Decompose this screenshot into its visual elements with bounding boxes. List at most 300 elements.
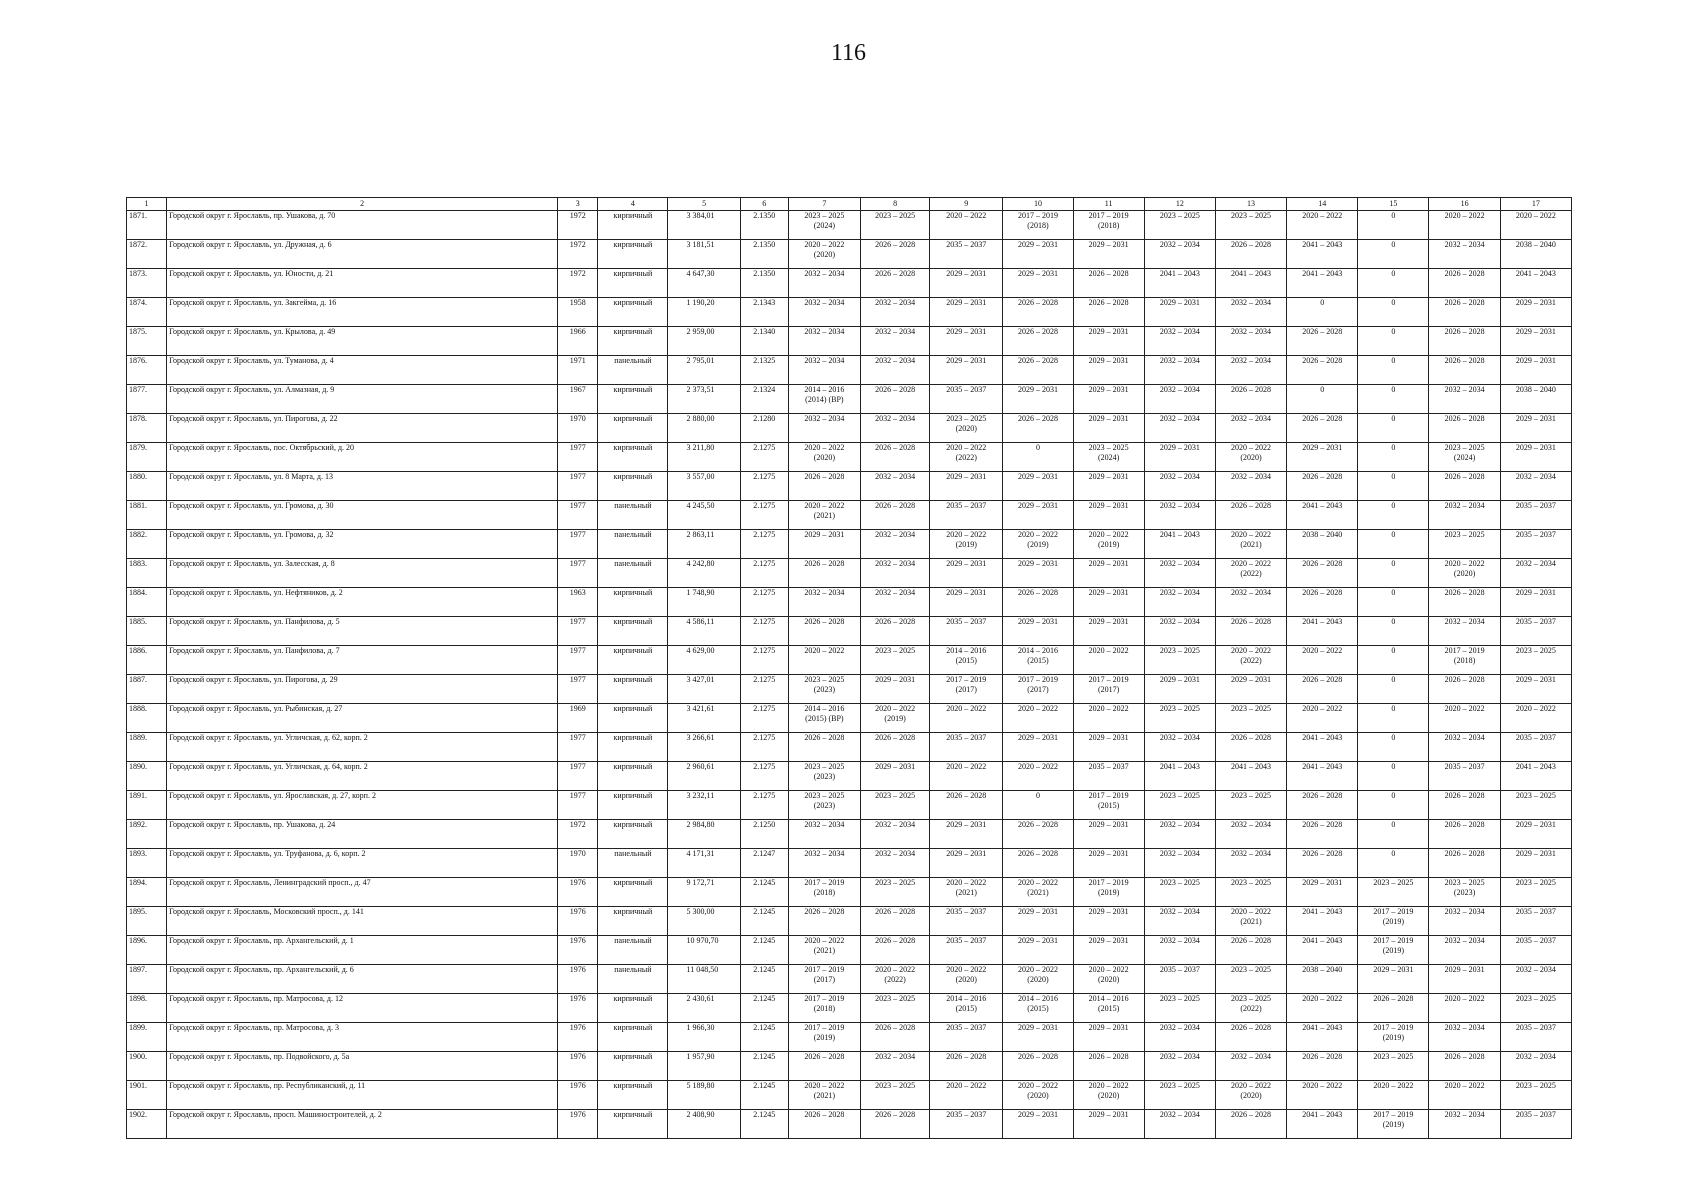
table-cell-col-14: 2026 – 2028 — [1287, 675, 1358, 704]
table-cell-col-3: 1977 — [558, 443, 598, 472]
table-row — [127, 356, 1572, 385]
table-cell-col-14: 2026 – 2028 — [1287, 1052, 1358, 1081]
housing-repair-schedule-table — [126, 197, 1572, 1139]
table-cell-col-9: 2029 – 2031 — [930, 559, 1003, 588]
table-cell-col-13: 2032 – 2034 — [1215, 849, 1286, 878]
table-cell-col-11: 2029 – 2031 — [1073, 936, 1144, 965]
table-cell-col-7: 2020 – 2022 (2021) — [788, 501, 860, 530]
table-row — [127, 646, 1572, 675]
column-header-3: 3 — [558, 198, 598, 211]
table-cell-col-7: 2026 – 2028 — [788, 617, 860, 646]
table-cell-col-9: 2020 – 2022 — [930, 1081, 1003, 1110]
table-cell-col-13: 2020 – 2022 (2021) — [1215, 907, 1286, 936]
table-cell-col-2: Городской округ г. Ярославль, пос. Октябрьский, д. 20 — [167, 443, 558, 472]
table-row — [127, 530, 1572, 559]
table-cell-col-10: 2029 – 2031 — [1003, 907, 1073, 936]
table-cell-col-14: 2029 – 2031 — [1287, 878, 1358, 907]
column-header-16: 16 — [1429, 198, 1500, 211]
table-cell-col-7: 2032 – 2034 — [788, 298, 860, 327]
table-cell-col-7: 2026 – 2028 — [788, 1110, 860, 1139]
table-cell-col-14: 2041 – 2043 — [1287, 1023, 1358, 1052]
table-cell-col-3: 1976 — [558, 994, 598, 1023]
table-cell-col-4: кирпичный — [598, 994, 668, 1023]
table-cell-col-10: 2026 – 2028 — [1003, 849, 1073, 878]
table-cell-col-4: кирпичный — [598, 211, 668, 240]
table-cell-col-1: 1876. — [127, 356, 167, 385]
table-cell-col-10: 2029 – 2031 — [1003, 733, 1073, 762]
table-row — [127, 269, 1572, 298]
table-cell-col-4: кирпичный — [598, 907, 668, 936]
table-cell-col-14: 2026 – 2028 — [1287, 588, 1358, 617]
table-cell-col-6: 2.1275 — [740, 762, 788, 791]
table-cell-col-15: 0 — [1358, 211, 1429, 240]
table-cell-col-4: панельный — [598, 501, 668, 530]
table-cell-col-5: 9 172,71 — [668, 878, 740, 907]
table-cell-col-12: 2023 – 2025 — [1144, 878, 1215, 907]
table-cell-col-12: 2032 – 2034 — [1144, 1023, 1215, 1052]
table-cell-col-5: 2 430,61 — [668, 994, 740, 1023]
table-cell-col-17: 2023 – 2025 — [1500, 791, 1571, 820]
column-header-8: 8 — [860, 198, 929, 211]
table-cell-col-7: 2026 – 2028 — [788, 733, 860, 762]
table-cell-col-1: 1882. — [127, 530, 167, 559]
table-cell-col-9: 2014 – 2016 (2015) — [930, 994, 1003, 1023]
table-cell-col-9: 2029 – 2031 — [930, 472, 1003, 501]
table-cell-col-14: 2026 – 2028 — [1287, 559, 1358, 588]
table-cell-col-9: 2026 – 2028 — [930, 1052, 1003, 1081]
table-cell-col-2: Городской округ г. Ярославль, ул. Угличская, д. 62, корп. 2 — [167, 733, 558, 762]
table-cell-col-3: 1972 — [558, 269, 598, 298]
table-cell-col-3: 1966 — [558, 327, 598, 356]
table-cell-col-8: 2026 – 2028 — [860, 733, 929, 762]
table-cell-col-5: 5 189,80 — [668, 1081, 740, 1110]
table-cell-col-15: 0 — [1358, 704, 1429, 733]
table-cell-col-12: 2032 – 2034 — [1144, 617, 1215, 646]
table-cell-col-5: 2 880,00 — [668, 414, 740, 443]
table-cell-col-14: 2041 – 2043 — [1287, 617, 1358, 646]
table-cell-col-6: 2.1325 — [740, 356, 788, 385]
table-cell-col-12: 2023 – 2025 — [1144, 646, 1215, 675]
table-cell-col-11: 2020 – 2022 (2020) — [1073, 1081, 1144, 1110]
table-cell-col-9: 2029 – 2031 — [930, 849, 1003, 878]
table-cell-col-5: 3 181,51 — [668, 240, 740, 269]
table-cell-col-10: 2029 – 2031 — [1003, 269, 1073, 298]
table-cell-col-9: 2029 – 2031 — [930, 298, 1003, 327]
table-row — [127, 414, 1572, 443]
table-cell-col-13: 2032 – 2034 — [1215, 1052, 1286, 1081]
table-cell-col-6: 2.1275 — [740, 530, 788, 559]
table-cell-col-1: 1871. — [127, 211, 167, 240]
table-cell-col-11: 2026 – 2028 — [1073, 269, 1144, 298]
table-cell-col-6: 2.1275 — [740, 675, 788, 704]
table-cell-col-7: 2017 – 2019 (2017) — [788, 965, 860, 994]
table-cell-col-15: 0 — [1358, 240, 1429, 269]
table-cell-col-11: 2029 – 2031 — [1073, 472, 1144, 501]
table-cell-col-9: 2020 – 2022 (2022) — [930, 443, 1003, 472]
table-cell-col-2: Городской округ г. Ярославль, ул. Громова, д. 32 — [167, 530, 558, 559]
table-cell-col-1: 1896. — [127, 936, 167, 965]
table-cell-col-11: 2029 – 2031 — [1073, 385, 1144, 414]
table-cell-col-1: 1879. — [127, 443, 167, 472]
table-cell-col-17: 2029 – 2031 — [1500, 820, 1571, 849]
table-cell-col-6: 2.1340 — [740, 327, 788, 356]
table-cell-col-4: панельный — [598, 849, 668, 878]
table-cell-col-11: 2020 – 2022 (2019) — [1073, 530, 1144, 559]
table-cell-col-12: 2032 – 2034 — [1144, 1052, 1215, 1081]
table-cell-col-13: 2032 – 2034 — [1215, 472, 1286, 501]
table-cell-col-17: 2035 – 2037 — [1500, 733, 1571, 762]
table-cell-col-2: Городской округ г. Ярославль, ул. Труфанова, д. 6, корп. 2 — [167, 849, 558, 878]
table-row — [127, 211, 1572, 240]
table-cell-col-16: 2032 – 2034 — [1429, 240, 1500, 269]
table-cell-col-4: кирпичный — [598, 269, 668, 298]
table-cell-col-11: 2029 – 2031 — [1073, 907, 1144, 936]
table-cell-col-8: 2032 – 2034 — [860, 298, 929, 327]
table-cell-col-5: 2 984,80 — [668, 820, 740, 849]
table-cell-col-6: 2.1350 — [740, 269, 788, 298]
table-cell-col-5: 1 748,90 — [668, 588, 740, 617]
table-cell-col-13: 2026 – 2028 — [1215, 1110, 1286, 1139]
table-cell-col-16: 2032 – 2034 — [1429, 385, 1500, 414]
table-cell-col-13: 2020 – 2022 (2022) — [1215, 559, 1286, 588]
table-cell-col-16: 2026 – 2028 — [1429, 298, 1500, 327]
table-cell-col-13: 2023 – 2025 — [1215, 965, 1286, 994]
table-cell-col-1: 1884. — [127, 588, 167, 617]
table-cell-col-17: 2029 – 2031 — [1500, 327, 1571, 356]
table-cell-col-1: 1899. — [127, 1023, 167, 1052]
table-cell-col-8: 2029 – 2031 — [860, 675, 929, 704]
table-cell-col-5: 3 557,00 — [668, 472, 740, 501]
table-cell-col-5: 4 171,31 — [668, 849, 740, 878]
table-cell-col-15: 2017 – 2019 (2019) — [1358, 1110, 1429, 1139]
table-cell-col-12: 2032 – 2034 — [1144, 936, 1215, 965]
table-cell-col-10: 2026 – 2028 — [1003, 356, 1073, 385]
table-cell-col-2: Городской округ г. Ярославль, ул. 8 Марта, д. 13 — [167, 472, 558, 501]
table-cell-col-7: 2023 – 2025 (2023) — [788, 791, 860, 820]
table-cell-col-11: 2029 – 2031 — [1073, 501, 1144, 530]
table-cell-col-4: кирпичный — [598, 704, 668, 733]
table-cell-col-8: 2023 – 2025 — [860, 1081, 929, 1110]
table-cell-col-9: 2020 – 2022 — [930, 762, 1003, 791]
table-cell-col-12: 2032 – 2034 — [1144, 356, 1215, 385]
table-cell-col-12: 2032 – 2034 — [1144, 1110, 1215, 1139]
table-cell-col-14: 2026 – 2028 — [1287, 356, 1358, 385]
table-cell-col-1: 1872. — [127, 240, 167, 269]
table-row — [127, 675, 1572, 704]
table-cell-col-11: 2029 – 2031 — [1073, 559, 1144, 588]
table-cell-col-2: Городской округ г. Ярославль, пр. Матросова, д. 3 — [167, 1023, 558, 1052]
table-cell-col-6: 2.1245 — [740, 1052, 788, 1081]
table-cell-col-2: Городской округ г. Ярославль, ул. Громова, д. 30 — [167, 501, 558, 530]
table-cell-col-13: 2020 – 2022 (2020) — [1215, 1081, 1286, 1110]
table-cell-col-7: 2020 – 2022 (2020) — [788, 240, 860, 269]
table-cell-col-11: 2029 – 2031 — [1073, 820, 1144, 849]
table-cell-col-8: 2026 – 2028 — [860, 443, 929, 472]
table-cell-col-7: 2029 – 2031 — [788, 530, 860, 559]
table-cell-col-14: 2041 – 2043 — [1287, 762, 1358, 791]
table-cell-col-1: 1875. — [127, 327, 167, 356]
table-cell-col-3: 1977 — [558, 559, 598, 588]
table-cell-col-13: 2032 – 2034 — [1215, 356, 1286, 385]
table-cell-col-1: 1891. — [127, 791, 167, 820]
table-cell-col-9: 2035 – 2037 — [930, 936, 1003, 965]
table-cell-col-8: 2023 – 2025 — [860, 994, 929, 1023]
table-cell-col-1: 1897. — [127, 965, 167, 994]
table-cell-col-7: 2020 – 2022 (2021) — [788, 1081, 860, 1110]
table-cell-col-11: 2029 – 2031 — [1073, 849, 1144, 878]
table-cell-col-17: 2035 – 2037 — [1500, 501, 1571, 530]
table-cell-col-11: 2026 – 2028 — [1073, 298, 1144, 327]
table-cell-col-16: 2026 – 2028 — [1429, 414, 1500, 443]
table-cell-col-13: 2041 – 2043 — [1215, 269, 1286, 298]
table-cell-col-8: 2020 – 2022 (2022) — [860, 965, 929, 994]
table-cell-col-6: 2.1275 — [740, 791, 788, 820]
table-cell-col-8: 2032 – 2034 — [860, 472, 929, 501]
table-cell-col-5: 3 427,01 — [668, 675, 740, 704]
table-cell-col-8: 2032 – 2034 — [860, 588, 929, 617]
table-cell-col-5: 4 647,30 — [668, 269, 740, 298]
table-cell-col-1: 1883. — [127, 559, 167, 588]
table-cell-col-7: 2020 – 2022 — [788, 646, 860, 675]
table-cell-col-3: 1977 — [558, 791, 598, 820]
table-cell-col-15: 0 — [1358, 849, 1429, 878]
table-cell-col-3: 1976 — [558, 907, 598, 936]
column-header-11: 11 — [1073, 198, 1144, 211]
table-cell-col-17: 2023 – 2025 — [1500, 994, 1571, 1023]
table-cell-col-12: 2023 – 2025 — [1144, 791, 1215, 820]
table-cell-col-2: Городской округ г. Ярославль, Ленинградский просп., д. 47 — [167, 878, 558, 907]
table-row — [127, 704, 1572, 733]
table-cell-col-4: кирпичный — [598, 820, 668, 849]
table-cell-col-14: 2026 – 2028 — [1287, 472, 1358, 501]
table-row — [127, 936, 1572, 965]
table-row — [127, 1023, 1572, 1052]
table-cell-col-6: 2.1245 — [740, 1110, 788, 1139]
table-cell-col-5: 3 266,61 — [668, 733, 740, 762]
table-cell-col-6: 2.1275 — [740, 646, 788, 675]
table-cell-col-8: 2020 – 2022 (2019) — [860, 704, 929, 733]
table-cell-col-14: 2020 – 2022 — [1287, 211, 1358, 240]
table-cell-col-7: 2023 – 2025 (2023) — [788, 675, 860, 704]
table-cell-col-13: 2026 – 2028 — [1215, 240, 1286, 269]
table-cell-col-14: 2038 – 2040 — [1287, 965, 1358, 994]
table-cell-col-8: 2023 – 2025 — [860, 791, 929, 820]
table-cell-col-5: 2 795,01 — [668, 356, 740, 385]
table-cell-col-17: 2035 – 2037 — [1500, 1110, 1571, 1139]
table-cell-col-10: 2026 – 2028 — [1003, 588, 1073, 617]
table-cell-col-15: 0 — [1358, 762, 1429, 791]
table-cell-col-11: 2020 – 2022 — [1073, 646, 1144, 675]
table-cell-col-1: 1893. — [127, 849, 167, 878]
table-cell-col-4: кирпичный — [598, 791, 668, 820]
table-cell-col-10: 0 — [1003, 443, 1073, 472]
table-cell-col-10: 2026 – 2028 — [1003, 327, 1073, 356]
table-cell-col-16: 2023 – 2025 (2023) — [1429, 878, 1500, 907]
table-cell-col-2: Городской округ г. Ярославль, ул. Панфилова, д. 7 — [167, 646, 558, 675]
table-cell-col-2: Городской округ г. Ярославль, ул. Нефтяников, д. 2 — [167, 588, 558, 617]
table-cell-col-17: 2029 – 2031 — [1500, 298, 1571, 327]
table-cell-col-13: 2032 – 2034 — [1215, 298, 1286, 327]
table-cell-col-2: Городской округ г. Ярославль, ул. Пирогова, д. 29 — [167, 675, 558, 704]
table-cell-col-2: Городской округ г. Ярославль, пр. Архангельский, д. 1 — [167, 936, 558, 965]
table-row — [127, 472, 1572, 501]
table-cell-col-11: 2029 – 2031 — [1073, 733, 1144, 762]
table-cell-col-5: 2 373,51 — [668, 385, 740, 414]
table-cell-col-12: 2029 – 2031 — [1144, 298, 1215, 327]
table-cell-col-1: 1878. — [127, 414, 167, 443]
table-row — [127, 762, 1572, 791]
table-cell-col-5: 2 863,11 — [668, 530, 740, 559]
table-cell-col-11: 2017 – 2019 (2015) — [1073, 791, 1144, 820]
table-cell-col-12: 2032 – 2034 — [1144, 733, 1215, 762]
table-cell-col-6: 2.1350 — [740, 240, 788, 269]
table-cell-col-6: 2.1280 — [740, 414, 788, 443]
table-cell-col-11: 2029 – 2031 — [1073, 356, 1144, 385]
table-cell-col-16: 2020 – 2022 — [1429, 704, 1500, 733]
table-cell-col-4: кирпичный — [598, 443, 668, 472]
table-cell-col-7: 2032 – 2034 — [788, 820, 860, 849]
table-cell-col-17: 2029 – 2031 — [1500, 414, 1571, 443]
table-cell-col-2: Городской округ г. Ярославль, пр. Архангельский, д. 6 — [167, 965, 558, 994]
table-cell-col-14: 2029 – 2031 — [1287, 443, 1358, 472]
table-cell-col-13: 2026 – 2028 — [1215, 501, 1286, 530]
table-cell-col-2: Городской округ г. Ярославль, Московский просп., д. 141 — [167, 907, 558, 936]
table-cell-col-10: 2029 – 2031 — [1003, 501, 1073, 530]
table-cell-col-10: 2020 – 2022 (2019) — [1003, 530, 1073, 559]
table-cell-col-16: 2023 – 2025 (2024) — [1429, 443, 1500, 472]
table-cell-col-13: 2026 – 2028 — [1215, 733, 1286, 762]
table-cell-col-7: 2026 – 2028 — [788, 907, 860, 936]
table-cell-col-15: 2029 – 2031 — [1358, 965, 1429, 994]
table-cell-col-14: 2041 – 2043 — [1287, 269, 1358, 298]
table-cell-col-10: 2017 – 2019 (2017) — [1003, 675, 1073, 704]
table-row — [127, 559, 1572, 588]
table-cell-col-9: 2017 – 2019 (2017) — [930, 675, 1003, 704]
table-cell-col-9: 2035 – 2037 — [930, 385, 1003, 414]
table-cell-col-7: 2032 – 2034 — [788, 269, 860, 298]
table-cell-col-6: 2.1324 — [740, 385, 788, 414]
table-cell-col-3: 1977 — [558, 530, 598, 559]
table-cell-col-2: Городской округ г. Ярославль, пр. Подвойского, д. 5а — [167, 1052, 558, 1081]
table-cell-col-4: кирпичный — [598, 646, 668, 675]
table-cell-col-12: 2035 – 2037 — [1144, 965, 1215, 994]
table-cell-col-17: 2041 – 2043 — [1500, 269, 1571, 298]
table-cell-col-5: 4 586,11 — [668, 617, 740, 646]
table-cell-col-12: 2032 – 2034 — [1144, 240, 1215, 269]
table-cell-col-3: 1972 — [558, 820, 598, 849]
table-row — [127, 907, 1572, 936]
table-row — [127, 878, 1572, 907]
table-cell-col-3: 1970 — [558, 849, 598, 878]
table-cell-col-4: кирпичный — [598, 472, 668, 501]
table-cell-col-16: 2026 – 2028 — [1429, 588, 1500, 617]
table-cell-col-1: 1885. — [127, 617, 167, 646]
table-cell-col-2: Городской округ г. Ярославль, ул. Закгейма, д. 16 — [167, 298, 558, 327]
table-cell-col-1: 1887. — [127, 675, 167, 704]
table-row — [127, 588, 1572, 617]
table-cell-col-3: 1976 — [558, 1081, 598, 1110]
table-cell-col-9: 2035 – 2037 — [930, 907, 1003, 936]
table-cell-col-6: 2.1275 — [740, 617, 788, 646]
table-cell-col-13: 2026 – 2028 — [1215, 1023, 1286, 1052]
table-cell-col-4: кирпичный — [598, 240, 668, 269]
table-cell-col-3: 1976 — [558, 878, 598, 907]
table-cell-col-1: 1901. — [127, 1081, 167, 1110]
table-cell-col-12: 2023 – 2025 — [1144, 211, 1215, 240]
table-cell-col-3: 1967 — [558, 385, 598, 414]
table-cell-col-8: 2026 – 2028 — [860, 501, 929, 530]
table-cell-col-7: 2023 – 2025 (2024) — [788, 211, 860, 240]
table-cell-col-15: 0 — [1358, 675, 1429, 704]
table-cell-col-6: 2.1245 — [740, 936, 788, 965]
table-cell-col-13: 2023 – 2025 (2022) — [1215, 994, 1286, 1023]
table-cell-col-10: 2026 – 2028 — [1003, 298, 1073, 327]
table-cell-col-5: 2 959,00 — [668, 327, 740, 356]
table-cell-col-8: 2032 – 2034 — [860, 820, 929, 849]
table-cell-col-16: 2032 – 2034 — [1429, 1110, 1500, 1139]
table-cell-col-15: 0 — [1358, 617, 1429, 646]
table-cell-col-6: 2.1245 — [740, 1081, 788, 1110]
column-header-1: 1 — [127, 198, 167, 211]
table-cell-col-9: 2020 – 2022 (2020) — [930, 965, 1003, 994]
column-header-10: 10 — [1003, 198, 1073, 211]
table-cell-col-3: 1977 — [558, 675, 598, 704]
table-cell-col-9: 2029 – 2031 — [930, 588, 1003, 617]
table-cell-col-14: 2020 – 2022 — [1287, 646, 1358, 675]
table-cell-col-11: 2014 – 2016 (2015) — [1073, 994, 1144, 1023]
table-cell-col-7: 2017 – 2019 (2018) — [788, 994, 860, 1023]
table-cell-col-5: 4 629,00 — [668, 646, 740, 675]
table-cell-col-4: кирпичный — [598, 588, 668, 617]
table-cell-col-11: 2017 – 2019 (2017) — [1073, 675, 1144, 704]
table-cell-col-13: 2032 – 2034 — [1215, 327, 1286, 356]
table-cell-col-1: 1894. — [127, 878, 167, 907]
table-cell-col-12: 2032 – 2034 — [1144, 501, 1215, 530]
table-cell-col-8: 2032 – 2034 — [860, 1052, 929, 1081]
table-cell-col-4: панельный — [598, 530, 668, 559]
table-cell-col-5: 1 957,90 — [668, 1052, 740, 1081]
table-cell-col-17: 2032 – 2034 — [1500, 472, 1571, 501]
table-cell-col-16: 2020 – 2022 — [1429, 1081, 1500, 1110]
table-cell-col-7: 2020 – 2022 (2021) — [788, 936, 860, 965]
table-cell-col-1: 1890. — [127, 762, 167, 791]
table-row — [127, 501, 1572, 530]
table-cell-col-2: Городской округ г. Ярославль, пр. Ушакова, д. 24 — [167, 820, 558, 849]
table-cell-col-11: 2023 – 2025 (2024) — [1073, 443, 1144, 472]
column-header-5: 5 — [668, 198, 740, 211]
table-cell-col-14: 2041 – 2043 — [1287, 240, 1358, 269]
table-cell-col-11: 2017 – 2019 (2019) — [1073, 878, 1144, 907]
table-cell-col-17: 2032 – 2034 — [1500, 965, 1571, 994]
table-cell-col-2: Городской округ г. Ярославль, ул. Пирогова, д. 22 — [167, 414, 558, 443]
table-cell-col-9: 2035 – 2037 — [930, 501, 1003, 530]
table-cell-col-15: 0 — [1358, 269, 1429, 298]
table-cell-col-5: 3 384,01 — [668, 211, 740, 240]
table-cell-col-17: 2041 – 2043 — [1500, 762, 1571, 791]
table-cell-col-6: 2.1245 — [740, 1023, 788, 1052]
table-cell-col-4: кирпичный — [598, 1023, 668, 1052]
table-cell-col-7: 2032 – 2034 — [788, 414, 860, 443]
table-cell-col-10: 2020 – 2022 (2020) — [1003, 965, 1073, 994]
table-cell-col-15: 2023 – 2025 — [1358, 878, 1429, 907]
table-cell-col-12: 2032 – 2034 — [1144, 327, 1215, 356]
table-cell-col-15: 2017 – 2019 (2019) — [1358, 907, 1429, 936]
table-cell-col-15: 0 — [1358, 472, 1429, 501]
table-cell-col-2: Городской округ г. Ярославль, ул. Туманова, д. 4 — [167, 356, 558, 385]
table-cell-col-1: 1892. — [127, 820, 167, 849]
table-cell-col-16: 2017 – 2019 (2018) — [1429, 646, 1500, 675]
table-cell-col-2: Городской округ г. Ярославль, ул. Рыбинская, д. 27 — [167, 704, 558, 733]
